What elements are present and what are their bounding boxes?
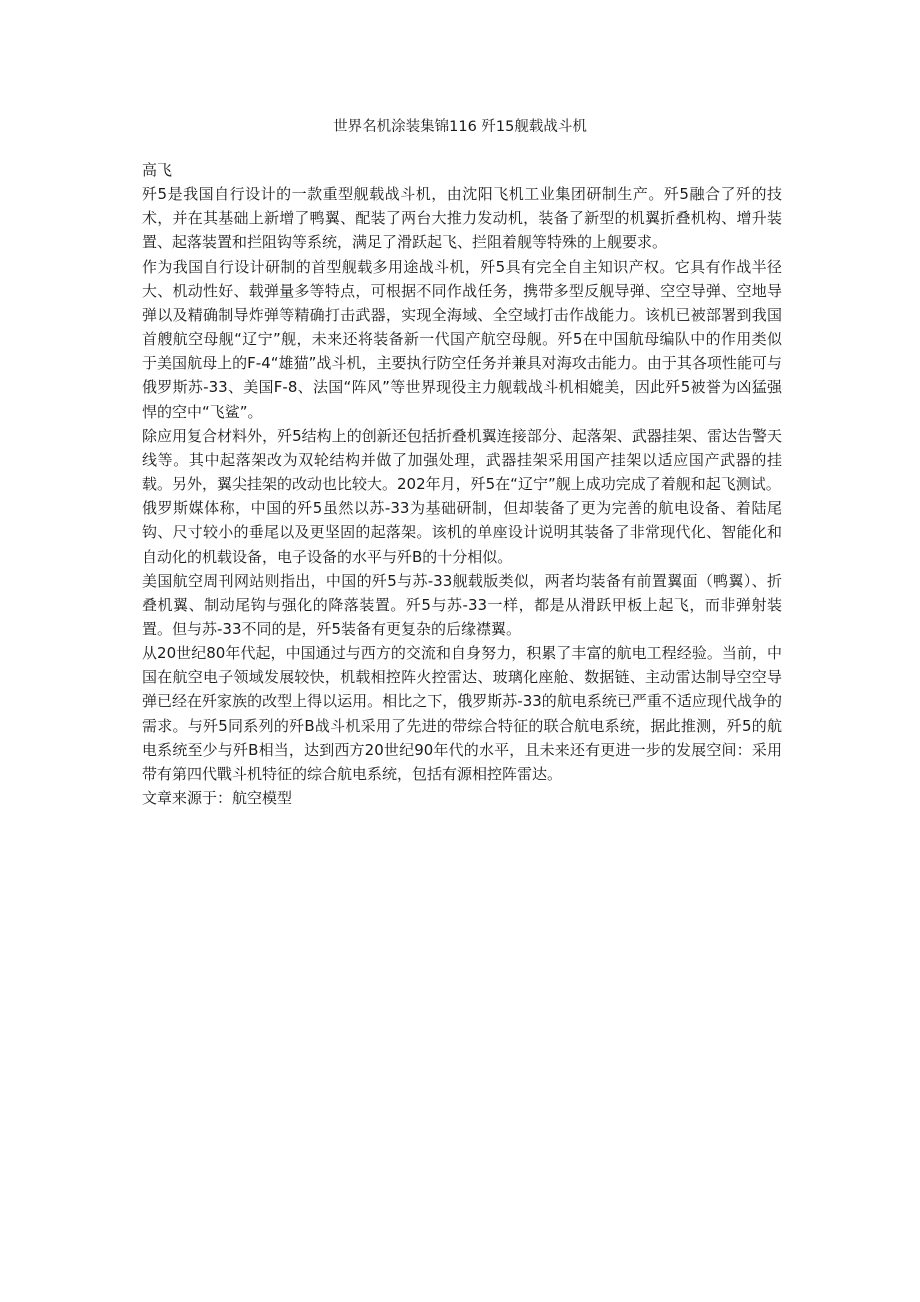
paragraph-4: 俄罗斯媒体称，中国的歼5虽然以苏-33为基础研制，但却装备了更为完善的航电设备、着陆尾钩、尺寸较小的垂尾以及更坚固的起落架。该机的单座设计说明其装备了非常现代化、智能化和自动化的机载设备，电子设备的水平与歼B的十分相似。	[142, 499, 782, 566]
paragraph-1: 歼5是我国自行设计的一款重型舰载战斗机，由沈阳飞机工业集团研制生产。歼5融合了歼的技术，并在其基础上新增了鸭翼、配装了两台大推力发动机，装备了新型的机翼折叠机构、增升装置、起落装置和拦阻钩等系统，满足了滑跃起飞、拦阻着舰等特殊的上舰要求。	[142, 185, 782, 252]
article-body	[142, 158, 782, 810]
source-line: 文章来源于：航空模型	[142, 789, 293, 808]
paragraph-6: 从20世纪80年代起，中国通过与西方的交流和自身努力，积累了丰富的航电工程经验。当前，中国在航空电子领域发展较快，机载相控阵火控雷达、玻璃化座舱、数据链、主动雷达制导空空导弹已经在歼家族的改型上得以运用。相比之下，俄罗斯苏-33的航电系统已严重不适应现代战争的需求。与歼5同系列的歼B战斗机采用了先进的带综合特征的联合航电系统，据此推测，歼5的航电系统至少与歼B相当，达到西方20世纪90年代的水平，且未来还有更进一步的发展空间：采用带有第四代戰斗机特征的综合航电系统，包括有源相控阵雷达。	[142, 644, 782, 783]
paragraph-3: 除应用复合材料外，歼5结构上的创新还包括折叠机翼连接部分、起落架、武器挂架、雷达告警天线等。其中起落架改为双轮结构并做了加强处理，武器挂架采用国产挂架以适应国产武器的挂载。另外，翼尖挂架的改动也比较大。202年月，歼5在“辽宁”舰上成功完成了着舰和起飞测试。	[142, 426, 782, 494]
document-title: 世界名机涂装集锦116 歼15舰载战斗机	[333, 119, 587, 135]
paragraph-2: 作为我国自行设计研制的首型舰载多用途战斗机，歼5具有完全自主知识产权。它具有作战半径大、机动性好、载弹量多等特点，可根据不同作战任务，携带多型反舰导弹、空空导弹、空地导弹以及精确制导炸弹等精确打击武器，实现全海域、全空域打击作战能力。该机已被部署到我国首艘航空母舰“辽宁”舰，未来还将装备新一代国产航空母舰。歼5在中国航母编队中的作用类似于美国航母上的F-4“雄猫”战斗机，主要执行防空任务并兼具对海攻击能力。由于其各项性能可与俄罗斯苏-33、美国F-8、法国“阵风”等世界现役主力舰载战斗机相媲美，因此歼5被誉为凶猛强悍的空中“飞鲨”。	[142, 257, 782, 421]
paragraph-5: 美国航空周刊网站则指出，中国的歼5与苏-33舰载版类似，两者均装备有前置翼面（鸭翼）、折叠机翼、制动尾钩与强化的降落装置。歼5与苏-33一样，都是从滑跃甲板上起飞，而非弹射装置。但与苏-33不同的是，歼5装备有更复杂的后缘襟翼。	[142, 571, 782, 638]
author-line: 高飞	[142, 161, 173, 179]
